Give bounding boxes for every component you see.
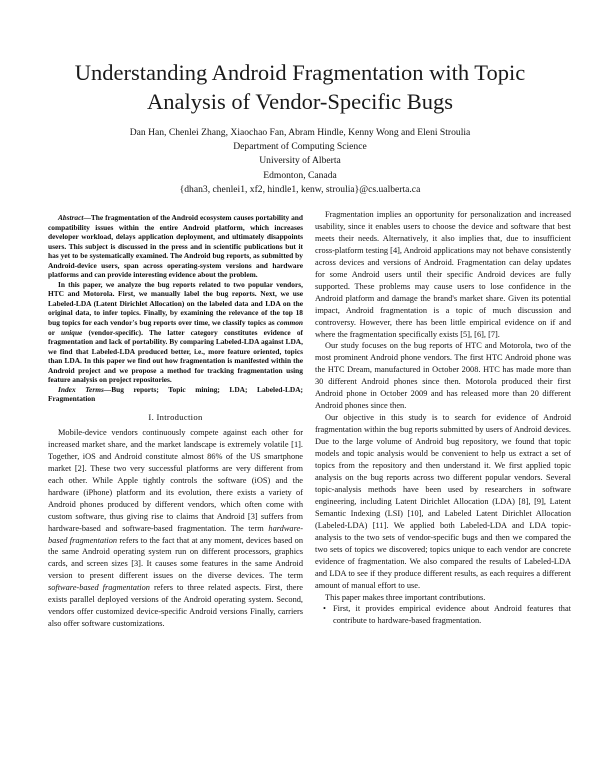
title-line-1: Understanding Android Fragmentation with Topic	[74, 60, 526, 85]
introduction-paragraph-1	[48, 427, 303, 630]
abstract-or: or	[48, 327, 61, 337]
intro-hw-term: hardware-based fragmentation	[48, 523, 303, 545]
abstract-text-2b: (vendor-specific). The latter category constitutes evidence of fragmentation and lack of portability. By comparing Labeled-LDA against LDA, we find that Labeled-LDA produced better, i.e., more feature oriented, topics than LDA. In this paper we find out how fragmentation is manifested within the Android project and we propose a method for tracking fragmentation using feature analysis on project repositories.	[48, 327, 303, 385]
contribution-item: • First, it provides empirical evidence about Android features that contribute to hardware-based fragmentation.	[333, 603, 571, 627]
contributions-list	[315, 603, 571, 627]
introduction-body	[48, 427, 303, 630]
right-paragraph-2: Our study focuses on the bug reports of HTC and Motorola, two of the most prominent Android phone vendors. The first HTC Android phone was the HTC Dream, manufactured in October 2008. HTC has made more than 30 different Android phones since then. Motorola produced their first Android phone in October 2009 and has released more than 20 different Android phones since then.	[315, 341, 571, 411]
abstract-text-2a: In this paper, we analyze the bug reports related to two popular vendors, HTC and Motorola. First, we manually label the bug reports. Next, we use Labeled-LDA (Latent Dirichlet Allocation) on the labeled data and LDA on the original data, to infer topics. Finally, by examining the relevance of the top 18 bug topics for each vendor's bug reports over time, we classify topics as	[48, 279, 303, 328]
intro-text-c: refers to three related aspects. First, there exists parallel deployed versions of the Android operating system. Second, vendors offer customized device-specific Android versions Finally, carriers also offer software customizations.	[48, 583, 303, 629]
abstract-common: common	[276, 318, 303, 328]
abstract	[48, 213, 303, 404]
abstract-paragraph-1	[48, 213, 303, 280]
index-terms-text: Bug reports; Topic mining; LDA; Labeled-LDA; Fragmentation	[48, 384, 304, 404]
right-paragraph-1: Fragmentation implies an opportunity for personalization and increased usability, since it enables users to choose the device and software that best meets their needs. Alternatively, it also implies that, due to insufficient cross-platform testing [4], Android applications may not behave consistently across devices and versions of Android. Fragmentation can delay updates for some Android users until their specific Android devices are fully supported. These problems may cause users to lose confidence in the Android platform and damage the brand's market share. Given its potential impact, Android fragmentation is a topic of much discussion and controversy. However, there has been little empirical evidence on if and where the fragmentation specifically exists [5], [6], [7].	[315, 210, 571, 339]
title-line-2: Analysis of Vendor-Specific Bugs	[147, 89, 453, 114]
index-terms	[48, 385, 303, 404]
author-university: University of Alberta	[259, 155, 341, 167]
intro-text-a: Mobile-device vendors continuously compete against each other for increased market share, and the market landscape is extremely volatile [1]. Together, iOS and Android constitute almost 86% of the US smartphone market [2]. These two very successful platforms are very different from each other. While Apple tightly controls the software (iOS) and the hardware (iPhone) platform and its evolution, there exists a variety of Android phones produced by different vendors, which often come with custom software, thus giving rise to claims that Android [3] suffers from hardware-based and software-based fragmentation. The term	[48, 427, 303, 533]
right-column-body	[315, 209, 571, 603]
abstract-unique: unique	[60, 327, 83, 337]
author-department: Department of Computing Science	[233, 141, 367, 153]
author-city: Edmonton, Canada	[263, 169, 337, 181]
section-heading-introduction: I. Introduction	[148, 411, 203, 422]
author-block	[40, 126, 560, 197]
right-column	[315, 209, 571, 627]
right-paragraph-3: Our objective in this study is to search for evidence of Android fragmentation within the bug reports submitted by users of Android devices. Due to the large volume of Android bug repository, we found that topic models and topic analysis would be convenient to help us extract a set of topics from the repository and then understand it. We first applied topic analysis on the bug reports across two different popular vendors. Several topic-analysis methods have been used by researchers in software engineering, including Latent Dirichlet Allocation (LDA) [8], [9], Latent Semantic Indexing (LSI) [10], and Labeled Latent Dirichlet Allocation (Labeled-LDA) [11]. We applied both Labeled-LDA and LDA topic-analysis to the two sets of vendor-specific bugs and then we compared the two sets of topics we discovered; topics unique to each vendor are concrete evidence of fragmentation. We also compared the results of Labeled-LDA and LDA to see if they produce different results, as each requires a different amount of manual effort to use.	[315, 413, 571, 590]
author-names: Dan Han, Chenlei Zhang, Xiaochao Fan, Abram Hindle, Kenny Wong and Eleni Stroulia	[129, 127, 471, 138]
index-terms-label: Index Terms	[58, 384, 104, 394]
index-terms-dash: —	[103, 384, 112, 394]
abstract-label: Abstract	[58, 213, 84, 222]
author-emails: {dhan3, chenlei1, xf2, hindle1, kenw, stroulia}@cs.ualberta.ca	[179, 183, 421, 195]
paper-title	[40, 58, 560, 116]
right-paragraph-4: This paper makes three important contributions.	[325, 592, 486, 602]
intro-text-b: refers to the fact that at any moment, devices based on the same Android operating system run on different processors, graphics cards, and screen sizes [3]. It causes some features in the same Android version to present different issues on the diverse devices. The term	[48, 535, 303, 581]
abstract-dash: —	[83, 213, 91, 222]
abstract-paragraph-2	[48, 280, 303, 385]
intro-sw-term: software-based fragmentation	[48, 583, 150, 593]
abstract-text-1: The fragmentation of the Android ecosystem causes portability and compatibility issues within the entire Android platform, which increases developer workload, delays application deployment, and ultimately disappoints users. This subject is discussed in the press and in scientific publications but it has yet to be systematically examined. The Android bug reports, as submitted by Android-device users, span across operating-system versions and hardware platforms and can provide interesting evidence about the problem.	[48, 213, 303, 280]
left-column	[48, 213, 303, 630]
